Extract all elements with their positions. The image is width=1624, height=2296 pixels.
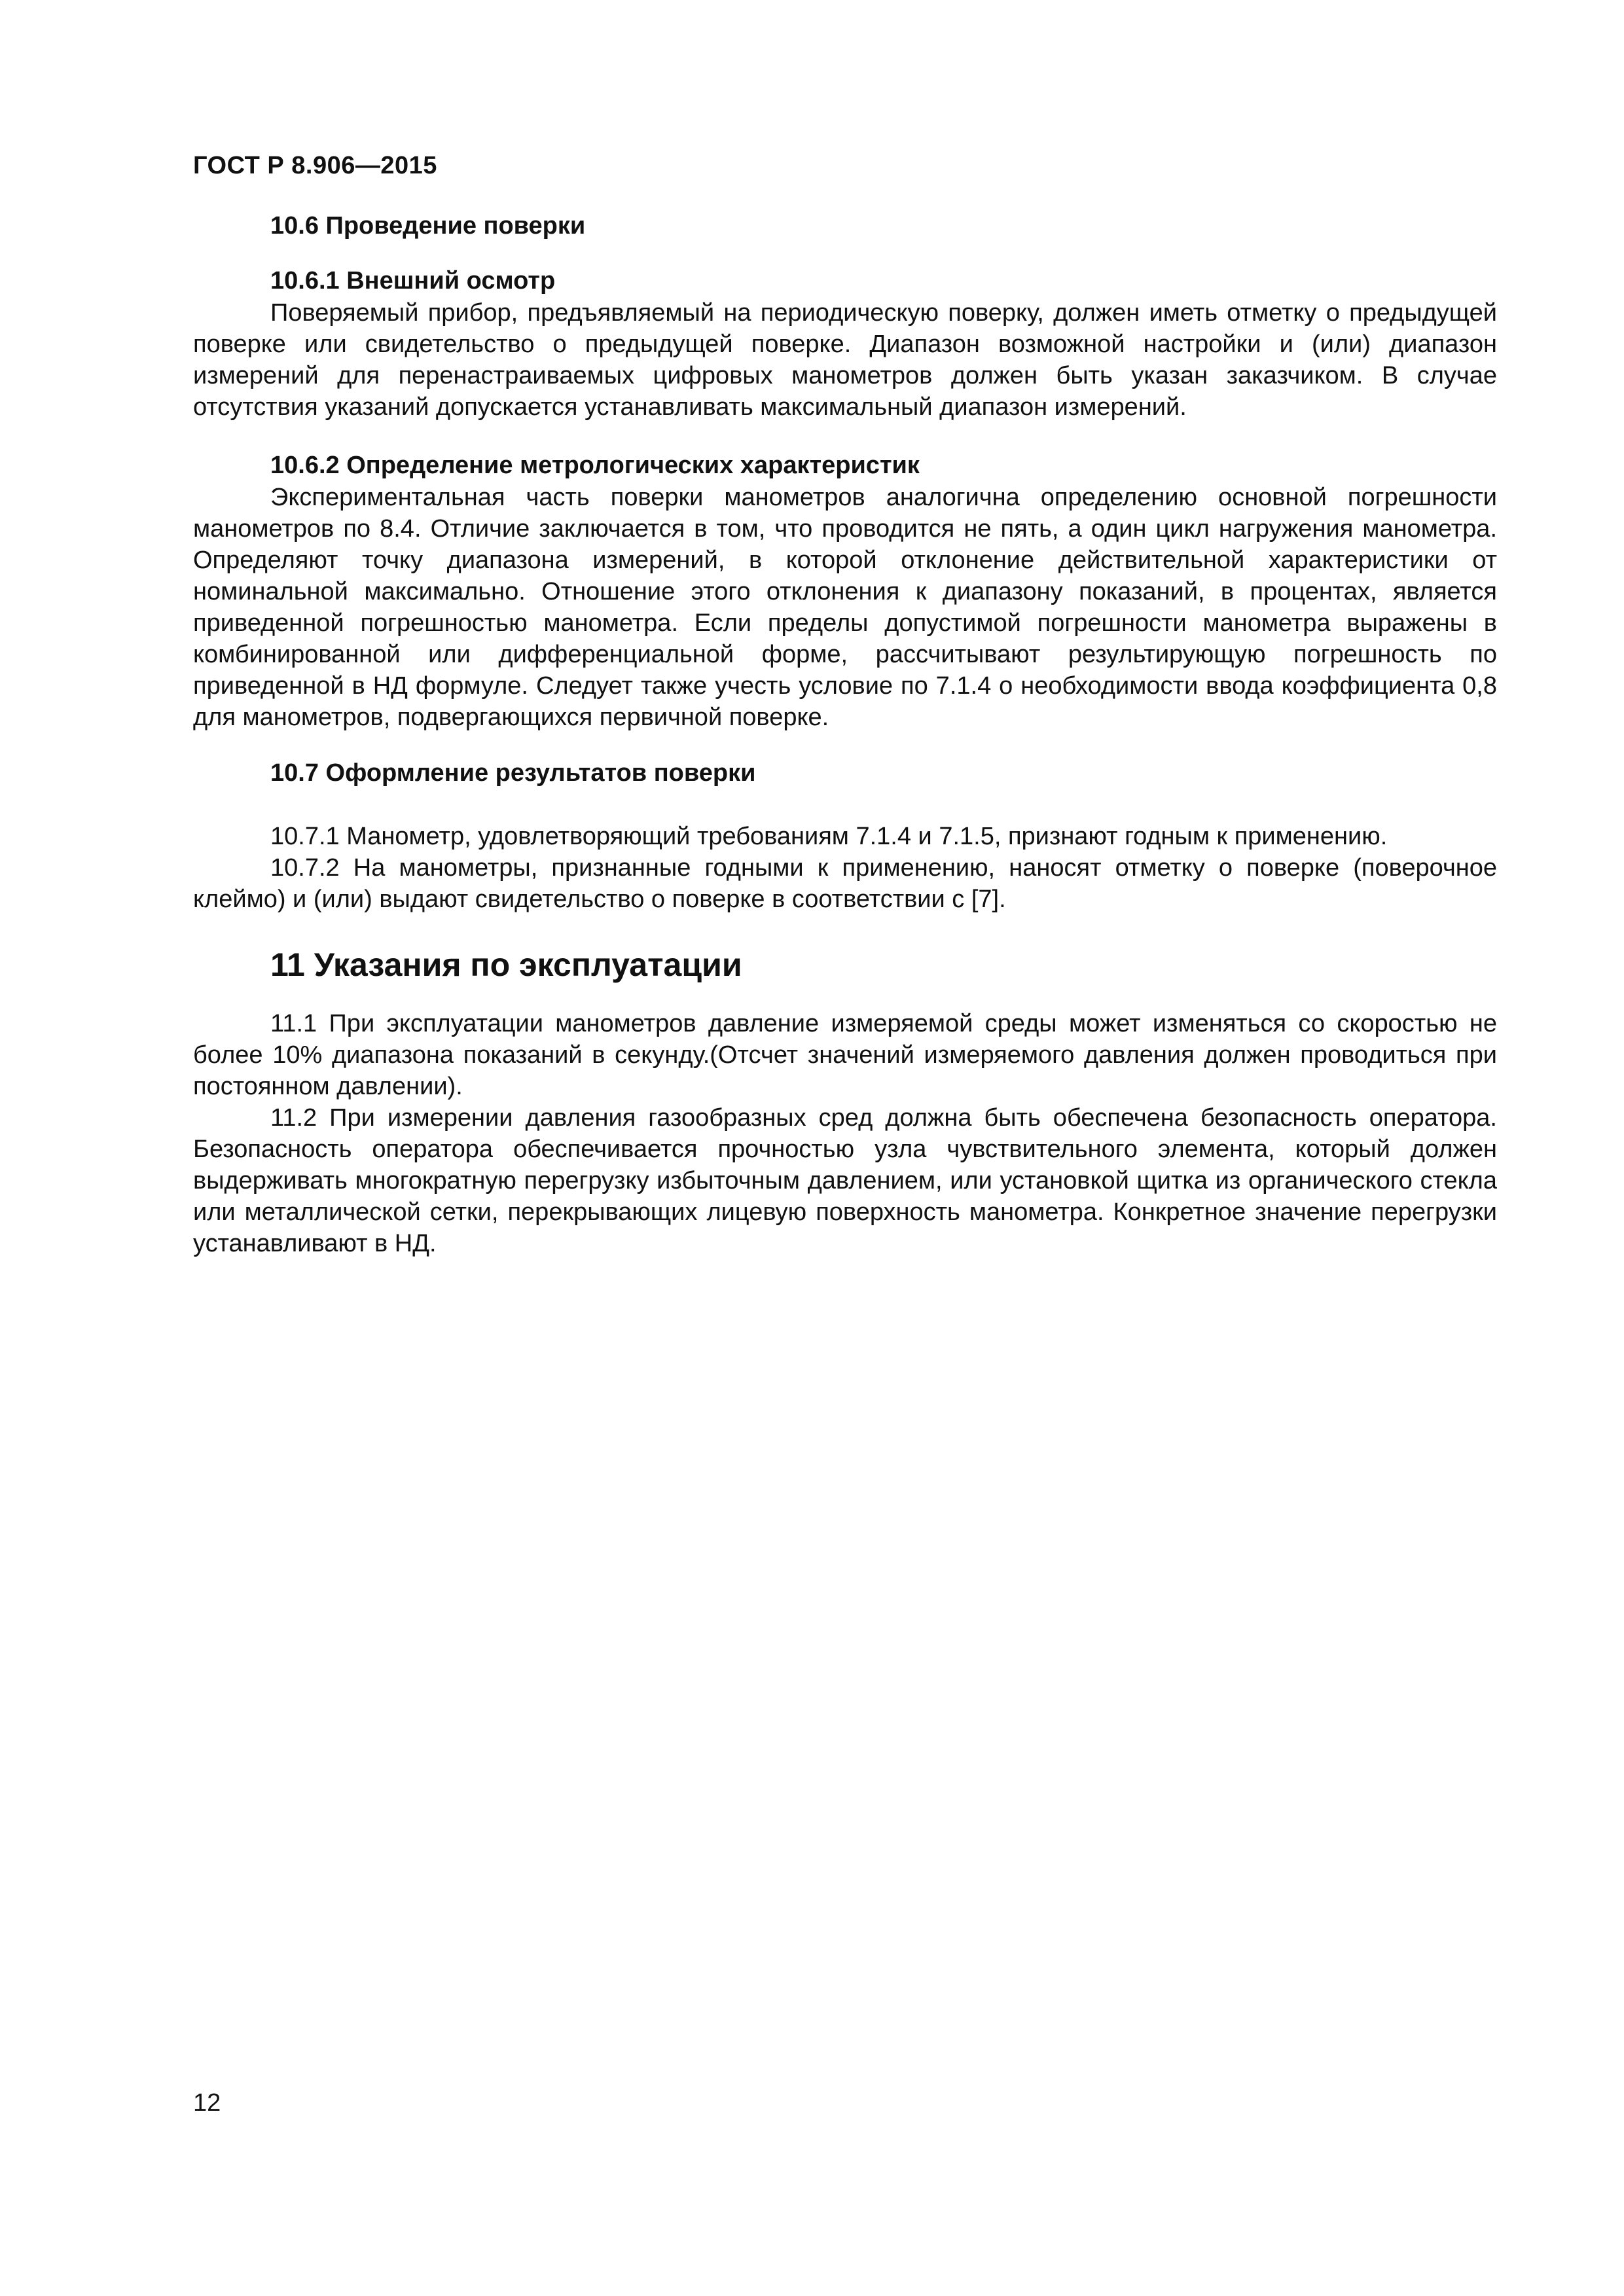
section-10-6-title: 10.6 Проведение поверки	[270, 212, 586, 240]
section-10-6-2-text: Экспериментальная часть поверки манометров аналогична определению основной погрешности манометров по 8.4. Отличие заключается в том, что проводится не пять, а один цикл нагружения манометра. Определяют точку диапазона измерений, в которой отклонение действительной характеристики от номинальной максимально. Отношение этого отклонения к диапазону показаний, в процентах, является приведенной погрешностью манометра. Если пределы допустимой погрешности манометра выражены в комбинированной или дифференциальной форме, рассчитывают результирующую погрешность по приведенной в НД формуле. Следует также учесть условие по 7.1.4 о необходимости ввода коэффициента 0,8 для манометров, подвергающихся первичной поверке.	[193, 484, 1497, 731]
section-10-7-1-text: 10.7.1 Манометр, удовлетворяющий требованиям 7.1.4 и 7.1.5, признают годным к применению.	[270, 823, 1388, 850]
section-11-1-text: 11.1 При эксплуатации манометров давление измеряемой среды может изменяться со скоростью не более 10% диапазона показаний в секунду.(Отсчет значений измеряемого давления должен проводиться при постоянном давлении).	[193, 1010, 1497, 1100]
section-10-6-1-text: Поверяемый прибор, предъявляемый на периодическую поверку, должен иметь отметку о предыдущей поверке или свидетельство о предыдущей поверке. Диапазон возможной настройки и (или) диапазон измерений для перенастраиваемых цифровых манометров должен быть указан заказчиком. В случае отсутствия указаний допускается устанавливать максимальный диапазон измерений.	[193, 299, 1497, 421]
document-body	[193, 209, 1497, 1259]
section-10-6-1-title: 10.6.1 Внешний осмотр	[270, 267, 556, 295]
page-number: 12	[193, 2089, 221, 2117]
section-11-2-text: 11.2 При измерении давления газообразных сред должна быть обеспечена безопасность оператора. Безопасность оператора обеспечивается прочностью узла чувствительного элемента, который должен выдерживать многократную перегрузку избыточным давлением, или установкой щитка из органического стекла или металлической сетки, перекрывающих лицевую поверхность манометра. Конкретное значение перегрузки устанавливают в НД.	[193, 1104, 1497, 1257]
document-code-header: ГОСТ Р 8.906—2015	[193, 152, 437, 179]
section-11-title: 11 Указания по эксплуатации	[270, 946, 742, 983]
section-10-7-title: 10.7 Оформление результатов поверки	[270, 759, 756, 787]
section-10-7-2-text: 10.7.2 На манометры, признанные годными к применению, наносят отметку о поверке (поверочное клеймо) и (или) выдают свидетельство о поверке в соответствии с [7].	[193, 854, 1497, 913]
section-10-6-2-title: 10.6.2 Определение метрологических характеристик	[270, 452, 920, 479]
